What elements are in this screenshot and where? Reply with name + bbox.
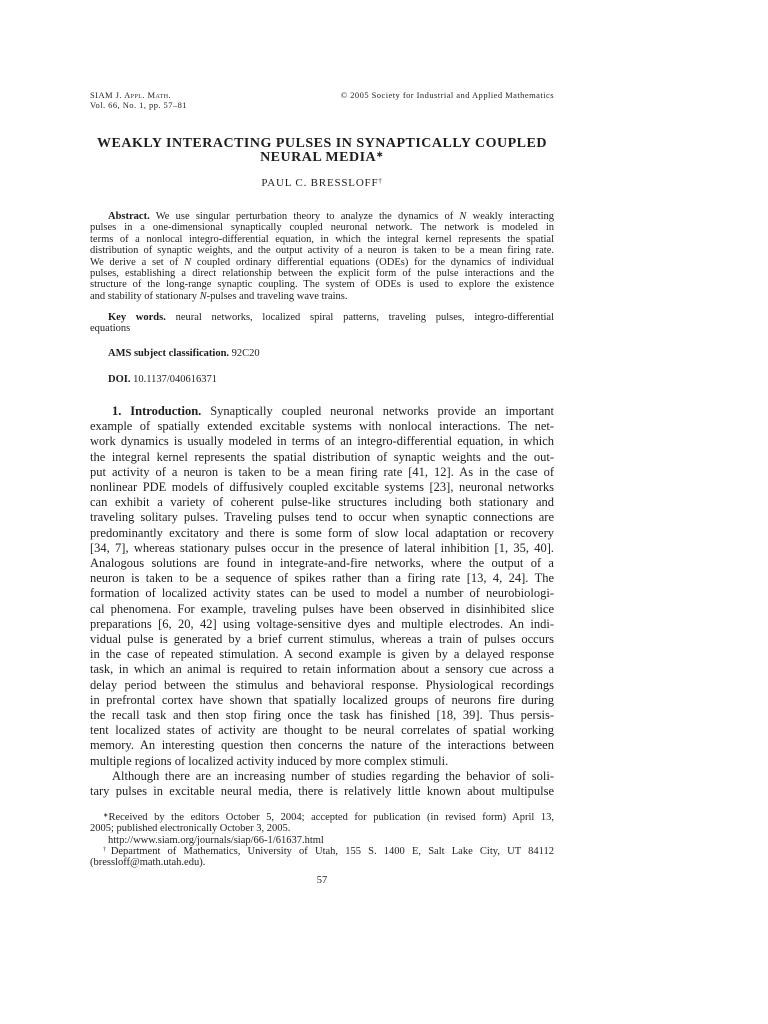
abstract-line: terms of a nonlocal integro-differential equation, in which the integral kernel represents the spatial [90,233,554,245]
footnote-line: (bressloff@math.utah.edu). [90,857,206,869]
intro-line [90,404,554,419]
abstract-label: Abstract. [108,211,150,222]
intro-line: vidual pulse is generated by a brief current stimulus, whereas a train of pulses occurs [90,632,554,647]
abstract-text: We derive a set of [90,256,179,268]
abstract [90,211,554,302]
doi [90,374,572,385]
doi-label: DOI. [108,374,131,385]
intro-line: the recall task and then stop firing once the task has finished [18, 39]. Thus persis- [90,708,554,723]
intro-line: formation of localized activity states can be used to model a number of neurobiologi- [90,586,554,601]
intro-line: Although there are an increasing number of studies regarding the behavior of soli- [112,768,554,783]
footnote-mark: † [103,845,111,853]
section-heading: 1. Introduction. [112,404,202,418]
intro-line: put activity of a neuron is taken to be a mean firing rate [41, 12]. As in the case of [90,464,554,479]
abstract-line [90,257,554,268]
abstract-text: weakly interacting [472,211,555,222]
intro-line: memory. An interesting question then concerns the nature of the interactions between [90,738,554,753]
intro-line: neuron is taken to be a sequence of spikes rather than a firing rate [13, 4, 24]. The [90,571,554,586]
keywords-text: neural networks, localized spiral patterns, traveling pulses, integro-differential [175,312,555,323]
running-header [90,91,554,110]
intro-text: Synaptically coupled neuronal networks provide an important [210,404,555,418]
footnote-text: Received by the editors October 5, 2004; accepted for publication (in revised form) April 13, [108,812,554,823]
abstract-line: distribution of synaptic weights, and the output activity of a neuron is taken to be a mean firing rate. [90,245,554,257]
intro-line: in prefrontal cortex have shown that spatially localized groups of neurons fire during [90,692,554,707]
abstract-line [90,211,554,222]
title-footnote-mark: ∗ [376,149,384,160]
footnote-line [90,846,554,857]
abstract-line [90,291,554,302]
math-variable-n: N [459,211,467,222]
introduction-section [90,404,554,799]
intro-line: traveling solitary pulses. Traveling pulses tend to occur when synaptic connections are [90,510,554,525]
paper-title [90,137,554,165]
keywords-label: Key words. [108,312,166,323]
author-footnote-mark: † [378,177,383,185]
title-text: NEURAL MEDIA [260,150,377,165]
math-variable-n: N [184,256,192,268]
doi-value: 10.1137/040616371 [133,374,217,385]
intro-line: delay period between the stimulus and behavioral response. Physiological recordings [90,677,554,692]
abstract-line: pulses, establishing a direct relationship between the explicit form of the pulse interactions and the [90,268,554,280]
intro-line: the integral kernel represents the spatial distribution of synaptic weights and the out- [90,449,554,464]
keywords [90,312,554,335]
abstract-line: structure of the long-range synaptic coupling. The system of ODEs is used to explore the existence [90,279,554,291]
intro-line: tent localized states of activity are thought to be neural correlates of spatial working [90,723,554,738]
intro-line: example of spatially extended excitable systems with nonlocal interactions. The net- [90,419,554,434]
intro-line: [34, 7], whereas stationary pulses occur in the presence of lateral inhibition [1, 35, 40]. [90,540,554,555]
ams-label: AMS subject classification. [108,348,230,359]
copyright-notice: © 2005 Society for Industrial and Applied Mathematics [340,90,554,100]
abstract-line: pulses in a one-dimensional synaptically coupled neuronal network. The network is modeled in [90,222,554,234]
author-name: PAUL C. BRESSLOFF [261,177,379,189]
abstract-text: and stability of stationary [90,290,198,302]
abstract-text: We use singular perturbation theory to analyze the dynamics of [155,211,454,222]
intro-line: cal phenomena. For example, traveling pulses have been observed in disinhibited slice [90,601,554,616]
title-line [90,151,554,165]
intro-line: preparations [6, 20, 42] using voltage-sensitive dyes and multiple electrodes. An indi- [90,616,554,631]
title-line: WEAKLY INTERACTING PULSES IN SYNAPTICALLY COUPLED [97,136,547,151]
abstract-text: coupled ordinary differential equations (ODEs) for the dynamics of individual [196,256,554,268]
intro-line: nonlinear PDE models of diffusively coupled excitable systems [23], neuronal networks [90,480,554,495]
keywords-line: equations [90,323,131,335]
footnote-line [90,812,554,823]
page-number: 57 [316,875,328,886]
abstract-text: -pulses and traveling wave trains. [206,290,348,302]
intro-line: can exhibit a variety of coherent pulse-like structures including both stationary and [90,495,554,510]
footnote-text: Department of Mathematics, University of Utah, 155 S. 1400 E, Salt Lake City, UT 84112 [110,845,554,857]
journal-name: SIAM J. Appl. Math. [90,90,172,100]
intro-line: work dynamics is usually modeled in terms of an integro-differential equation, in which [90,434,554,449]
ams-classification [90,348,572,359]
intro-line: predominantly excitatory and there is some form of slow local adaptation or recovery [90,525,554,540]
footnote-mark: ∗ [103,812,109,820]
intro-line: task, in which an animal is required to retain information about a sensory cue across a [90,662,554,677]
journal-url-link[interactable]: http://www.siam.org/journals/siap/66-1/61637.html [108,834,324,846]
math-variable-n: N [199,290,207,302]
footnotes [90,812,554,868]
ams-value: 92C20 [231,348,260,359]
volume-info: Vol. 66, No. 1, pp. 57–81 [90,99,188,110]
keywords-line [90,312,554,323]
author-line [90,177,554,189]
intro-line: Analogous solutions are found in integrate-and-fire networks, where the output of a [90,556,554,571]
intro-line: multiple regions of localized activity induced by more complex stimuli. [90,753,449,768]
intro-line: in the case of repeated stimulation. A second example is given by a delayed response [90,647,554,662]
footnote-line: 2005; published electronically October 3, 2005. [90,823,291,835]
intro-line: tary pulses in excitable neural media, there is relatively little known about multipulse [90,784,554,799]
